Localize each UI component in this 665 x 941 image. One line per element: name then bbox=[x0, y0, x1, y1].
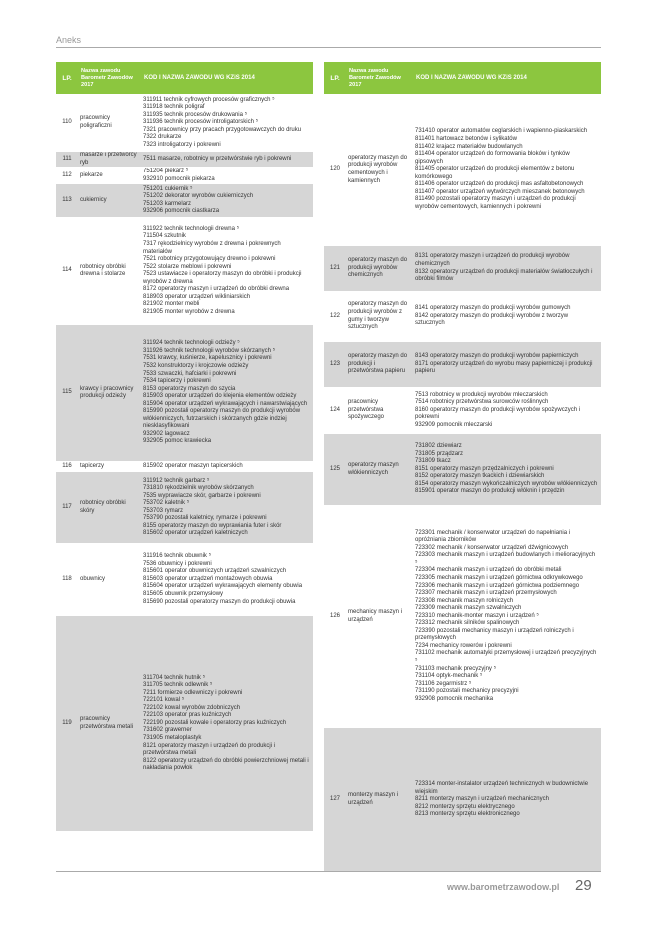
table-row bbox=[324, 388, 601, 434]
code-entry: 311926 technik technologii wyrobów skórzanych ⁵ bbox=[143, 347, 276, 354]
occupation-codes bbox=[413, 292, 601, 342]
code-entry: 751201 cukiernik ⁵ bbox=[143, 185, 193, 192]
code-entry: 731602 grawerner bbox=[143, 727, 192, 734]
code-entry: 818903 operator urządzeń wikliniarskich bbox=[143, 293, 251, 300]
row-number: 125 bbox=[324, 434, 346, 506]
code-entry: 731103 mechanik precyzyjny ⁵ bbox=[415, 665, 497, 672]
code-entry: 8212 monterzy sprzętu elektrycznego bbox=[415, 803, 515, 810]
code-entry: 815904 operator urządzeń wykrawających i nawarstwiających bbox=[143, 400, 308, 407]
table-row bbox=[56, 544, 313, 616]
code-entry: 723307 mechanik maszyn i urządzeń przemysłowych bbox=[415, 590, 557, 597]
code-entry: 7534 tapicerzy i pokrewni bbox=[143, 378, 211, 385]
row-number: 110 bbox=[56, 95, 78, 152]
occupation-codes bbox=[141, 168, 313, 184]
code-entry: 751202 dekorator wyrobów cukierniczych bbox=[143, 193, 254, 200]
occupation-codes bbox=[413, 728, 601, 873]
code-entry: 731106 zegarmistrz ⁵ bbox=[415, 680, 472, 687]
code-entry: 753703 rymarz bbox=[143, 507, 184, 514]
row-number: 113 bbox=[56, 184, 78, 218]
code-entry: 753790 pozostali kaletnicy, rymarze i pokrewni bbox=[143, 515, 267, 522]
code-entry: 8154 operatorzy maszyn wykończalniczych wyrobów włókienniczych bbox=[415, 480, 598, 487]
code-entry: 722101 kowal ⁵ bbox=[143, 697, 185, 704]
code-entry: 723306 mechanik maszyn i urządzeń górnictwa podziemnego bbox=[415, 582, 580, 589]
code-entry: 811404 operator urządzeń do formowania bloków i tynków gipsowych bbox=[415, 151, 570, 165]
code-entry: 815690 pozostali operatorzy maszyn do produkcji obuwia bbox=[143, 598, 296, 605]
code-entry: 815603 operator urządzeń montażowych obuwia bbox=[143, 575, 273, 582]
code-entry: 8211 monterzy maszyn i urządzeń mechanicznych bbox=[415, 796, 549, 803]
occupations-table-left bbox=[56, 62, 313, 832]
code-entry: 8153 operatorzy maszyn do szycia bbox=[143, 385, 236, 392]
code-entry: 731905 metaloplastyk bbox=[143, 735, 202, 741]
table-row bbox=[56, 218, 313, 325]
header-divider bbox=[56, 47, 601, 48]
code-entry: 731102 mechanik automatyki przemysłowej i urządzeń precyzyjnych ⁵ bbox=[415, 650, 597, 664]
code-entry: 751204 piekarz ⁵ bbox=[143, 168, 189, 175]
code-entry: 723314 monter-instalator urządzeń technicznych w budownictwie wiejskim bbox=[415, 781, 589, 795]
table-row bbox=[324, 95, 601, 246]
col-header-occupation: Nazwa zawodu Barometr Zawodów 2017 bbox=[78, 62, 141, 95]
occupation-codes bbox=[141, 325, 313, 462]
occupation-name: krawcy i pracownicy produkcji odzieży bbox=[78, 325, 141, 462]
table-row bbox=[56, 152, 313, 168]
code-entry: 731410 operator automatów ceglarskich i wapienno-piaskarskich bbox=[415, 128, 588, 135]
code-entry: 311911 technik cyfrowych procesów graficznych ⁵ bbox=[143, 96, 275, 103]
occupation-name: mechanicy maszyn i urządzeń bbox=[346, 506, 413, 728]
row-number: 114 bbox=[56, 218, 78, 325]
code-entry: 811401 hartowacz betonów i sylikatów bbox=[415, 136, 517, 143]
code-entry: 7535 wyprawiacze skór, garbarze i pokrewni bbox=[143, 492, 261, 499]
table-row bbox=[324, 728, 601, 873]
table-row bbox=[56, 616, 313, 832]
code-entry: 722102 kowal wyrobów zdobniczych bbox=[143, 704, 241, 711]
occupation-name: tapicerzy bbox=[78, 462, 141, 472]
occupation-codes bbox=[141, 152, 313, 168]
code-entry: 731805 prządzarz bbox=[415, 450, 464, 457]
code-entry: 311935 technik procesów drukowania ⁵ bbox=[143, 111, 248, 118]
occupation-codes bbox=[413, 342, 601, 388]
col-header-lp: LP. bbox=[324, 62, 346, 95]
code-entry: 311924 technik technologii odzieży ⁵ bbox=[143, 340, 240, 347]
code-entry: 815601 operator obuwniczych urządzeń szwalniczych bbox=[143, 568, 287, 575]
code-entry: 815901 operator maszyn do produkcji włóknin i przędzin bbox=[415, 488, 565, 495]
row-number: 119 bbox=[56, 616, 78, 832]
code-entry: 8141 operatorzy maszyn do produkcji wyrobów gumowych bbox=[415, 305, 571, 312]
code-entry: 821905 monter wyrobów z drewna bbox=[143, 308, 235, 315]
occupation-name: operatorzy maszyn włókienniczych bbox=[346, 434, 413, 506]
occupation-name: operatorzy maszyn do produkcji wyrobów z gumy i tworzyw sztucznych bbox=[346, 292, 413, 342]
code-entry: 7323 introligatorzy i pokrewni bbox=[143, 141, 221, 148]
code-entry: 811406 operator urządzeń do produkcji mas asfaltobetonowych bbox=[415, 181, 584, 188]
col-header-lp: LP. bbox=[56, 62, 78, 95]
row-number: 120 bbox=[324, 95, 346, 246]
occupation-codes bbox=[413, 434, 601, 506]
occupation-name: masarze i przetwórcy ryb bbox=[78, 152, 141, 168]
code-entry: 731810 rękodzielnik wyrobów skórzanych bbox=[143, 485, 254, 492]
code-entry: 7514 robotnicy przetwórstwa surowców roślinnych bbox=[415, 399, 549, 406]
code-entry: 8132 operatorzy urządzeń do produkcji materiałów światłoczułych i obróbki filmów bbox=[415, 268, 593, 283]
occupation-codes bbox=[141, 472, 313, 544]
code-entry: 932909 pomocnik mleczarski bbox=[415, 421, 493, 428]
page-number: 29 bbox=[575, 877, 592, 894]
occupation-name: robotnicy obróbki drewna i stolarze bbox=[78, 218, 141, 325]
row-number: 115 bbox=[56, 325, 78, 462]
code-entry: 7322 drukarze bbox=[143, 134, 182, 141]
code-entry: 723390 pozostali mechanicy maszyn i urządzeń rolniczych i przemysłowych bbox=[415, 627, 574, 642]
code-entry: 815990 pozostali operatorzy maszyn do produkcji wyrobów włókienniczych, futrzarskich i skórzanych gdzie indziej niesklasyfikowani bbox=[143, 408, 301, 430]
code-entry: 723312 mechanik silników spalinowych bbox=[415, 620, 520, 627]
row-number: 117 bbox=[56, 472, 78, 544]
code-entry: 8172 operatorzy maszyn i urządzeń do obróbki drewna bbox=[143, 286, 290, 293]
code-entry: 932902 lagowacz bbox=[143, 430, 190, 437]
code-entry: 815604 operator urządzeń wykrawających elementy obuwia bbox=[143, 583, 303, 590]
code-entry: 7521 robotnicy przygotowujący drewno i pokrewni bbox=[143, 256, 276, 263]
occupation-codes bbox=[413, 388, 601, 434]
code-entry: 8122 operatorzy urządzeń do obróbki powierzchniowej metali i nakładania powłok bbox=[143, 757, 309, 772]
code-entry: 311936 technik procesów introligatorskich ⁵ bbox=[143, 119, 259, 126]
occupation-codes bbox=[141, 544, 313, 616]
occupation-codes bbox=[141, 616, 313, 832]
footer-url[interactable]: www.barometrzawodow.pl bbox=[447, 882, 560, 892]
code-entry: 815903 operator urządzeń do klejenia elementów odzieży bbox=[143, 393, 297, 400]
col-header-code: KOD I NAZWA ZAWODU WG KZiS 2014 bbox=[413, 62, 601, 95]
code-entry: 731809 tkacz bbox=[415, 458, 451, 465]
code-entry: 8171 operatorzy urządzeń do wyrobu masy papierniczej i produkcji papieru bbox=[415, 360, 593, 375]
row-number: 124 bbox=[324, 388, 346, 434]
table-row bbox=[56, 472, 313, 544]
code-entry: 722190 pozostali kowale i operatorzy pras kuźniczych bbox=[143, 719, 287, 726]
code-entry: 932908 pomocnik mechanika bbox=[415, 695, 494, 702]
code-entry: 311922 technik technologii drewna ⁵ bbox=[143, 225, 240, 232]
table-row bbox=[324, 292, 601, 342]
code-entry: 8155 operatorzy maszyn do wyprawiania futer i skór bbox=[143, 522, 282, 529]
code-entry: 8121 operatorzy maszyn i urządzeń do produkcji i przetwórstwa metali bbox=[143, 742, 276, 757]
occupation-name: operatorzy maszyn do produkcji wyrobów cementowych i kamiennych bbox=[346, 95, 413, 246]
row-number: 123 bbox=[324, 342, 346, 388]
code-entry: 723302 mechanik / konserwator urządzeń dźwignicowych bbox=[415, 544, 569, 551]
code-entry: 932910 pomocnik piekarza bbox=[143, 175, 215, 182]
table-row bbox=[56, 95, 313, 152]
code-entry: 723303 mechanik maszyn i urządzeń budowlanych i melioracyjnych ⁵ bbox=[415, 552, 596, 566]
code-entry: 7234 mechanicy rowerów i pokrewni bbox=[415, 642, 512, 649]
code-entry: 7317 rękodzielnicy wyrobów z drewna i pokrewnych materiałów bbox=[143, 241, 281, 255]
code-entry: 932906 pomocnik ciastkarza bbox=[143, 208, 220, 215]
section-header: Aneks bbox=[56, 35, 82, 45]
code-entry: 311704 technik hutnik ⁵ bbox=[143, 674, 206, 681]
col-header-occupation: Nazwa zawodu Barometr Zawodów 2017 bbox=[346, 62, 413, 95]
row-number: 121 bbox=[324, 246, 346, 292]
code-entry: 7531 krawcy, kuśnierze, kapelusznicy i pokrewni bbox=[143, 355, 272, 362]
table-row bbox=[56, 462, 313, 472]
occupation-name: robotnicy obróbki skóry bbox=[78, 472, 141, 544]
code-entry: 8213 monterzy sprzętu elektronicznego bbox=[415, 811, 520, 818]
occupation-name: pracownicy poligraficzni bbox=[78, 95, 141, 152]
occupation-name: pracownicy przetwórstwa spożywczego bbox=[346, 388, 413, 434]
table-row bbox=[324, 434, 601, 506]
occupation-codes bbox=[141, 462, 313, 472]
code-entry: 311705 technik odlewnik ⁵ bbox=[143, 682, 213, 689]
code-entry: 815902 operator maszyn tapicerskich bbox=[143, 462, 243, 469]
occupation-name: monterzy maszyn i urządzeń bbox=[346, 728, 413, 873]
code-entry: 731104 optyk-mechanik ⁵ bbox=[415, 673, 483, 680]
code-entry: 7513 robotnicy w produkcji wyrobów mleczarskich bbox=[415, 391, 548, 398]
code-entry: 311912 technik garbarz ⁵ bbox=[143, 477, 210, 484]
code-entry: 8160 operatorzy maszyn do produkcji wyrobów spożywczych i pokrewni bbox=[415, 406, 581, 421]
occupation-codes bbox=[413, 95, 601, 246]
row-number: 111 bbox=[56, 152, 78, 168]
row-number: 116 bbox=[56, 462, 78, 472]
code-entry: 7522 stolarze meblowi i pokrewni bbox=[143, 263, 232, 270]
occupation-codes bbox=[141, 184, 313, 218]
table-row bbox=[324, 342, 601, 388]
code-entry: 8143 operatorzy maszyn do produkcji wyrobów papierniczych bbox=[415, 353, 579, 360]
occupation-codes bbox=[141, 218, 313, 325]
occupation-name: piekarze bbox=[78, 168, 141, 184]
col-header-code: KOD I NAZWA ZAWODU WG KZiS 2014 bbox=[141, 62, 313, 95]
code-entry: 7533 szwaczki, hafciarki i pokrewni bbox=[143, 370, 237, 377]
footer-divider bbox=[56, 871, 601, 872]
code-entry: 723309 mechanik maszyn szwalniczych bbox=[415, 605, 522, 612]
code-entry: 8131 operatorzy maszyn i urządzeń do produkcji wyrobów chemicznych bbox=[415, 253, 570, 267]
code-entry: 815602 operator urządzeń kaletniczych bbox=[143, 530, 248, 537]
code-entry: 723301 mechanik / konserwator urządzeń do napełniania i opróżniania zbiorników bbox=[415, 529, 571, 544]
code-entry: 8152 operatorzy maszyn tkackich i dziewiarskich bbox=[415, 473, 545, 480]
table-row bbox=[324, 246, 601, 292]
code-entry: 723308 mechanik maszyn rolniczych bbox=[415, 597, 514, 604]
code-entry: 8151 operatorzy maszyn przędzalniczych i pokrewni bbox=[415, 465, 554, 472]
code-entry: 722103 operator pras kuźniczych bbox=[143, 712, 232, 719]
code-entry: 311918 technik poligraf bbox=[143, 104, 205, 111]
code-entry: 7321 pracownicy przy pracach przygotowawczych do druku bbox=[143, 126, 302, 133]
code-entry: 811490 pozostali operatorzy maszyn i urządzeń do produkcji wyrobów cementowych, kamiennych i pokrewni bbox=[415, 196, 576, 210]
occupations-table-right bbox=[324, 62, 601, 873]
occupation-codes bbox=[413, 506, 601, 728]
table-row bbox=[324, 506, 601, 728]
table-row bbox=[56, 168, 313, 184]
code-entry: 723305 mechanik maszyn i urządzeń górnictwa odkrywkowego bbox=[415, 574, 583, 581]
code-entry: 811402 krajacz materiałów budowlanych bbox=[415, 143, 523, 150]
code-entry: 723310 mechanik-monter maszyn i urządzeń ⁵ bbox=[415, 612, 539, 619]
code-entry: 7532 konstruktorzy i krojczowie odzieży bbox=[143, 363, 249, 369]
code-entry: 753702 kaletnik ⁵ bbox=[143, 500, 190, 507]
code-entry: 8142 operatorzy maszyn do produkcji wyrobów z tworzyw sztucznych bbox=[415, 312, 569, 327]
code-entry: 311916 technik obuwnik ⁵ bbox=[143, 553, 212, 560]
code-entry: 932905 pomoc krawiecka bbox=[143, 438, 212, 445]
row-number: 112 bbox=[56, 168, 78, 184]
code-entry: 7511 masarze, robotnicy w przetwórstwie ryb i pokrewni bbox=[143, 155, 292, 162]
code-entry: 731190 pozostali mechanicy precyzyjni bbox=[415, 688, 519, 695]
code-entry: 815605 obuwnik przemysłowy bbox=[143, 591, 224, 597]
row-number: 127 bbox=[324, 728, 346, 873]
code-entry: 821902 monter mebli bbox=[143, 301, 200, 308]
occupation-codes bbox=[141, 95, 313, 152]
code-entry: 811407 operator urządzeń wytwórczych mieszanek betonowych bbox=[415, 188, 585, 195]
occupation-name: pracownicy przetwórstwa metali bbox=[78, 616, 141, 832]
occupation-name: obuwnicy bbox=[78, 544, 141, 616]
code-entry: 751203 karmelarz bbox=[143, 200, 192, 207]
code-entry: 7536 obuwnicy i pokrewni bbox=[143, 560, 212, 567]
occupation-name: operatorzy maszyn do produkcji wyrobów chemicznych bbox=[346, 246, 413, 292]
row-number: 126 bbox=[324, 506, 346, 728]
code-entry: 731802 dziewiarz bbox=[415, 443, 462, 450]
table-row bbox=[56, 325, 313, 462]
code-entry: 7211 formierze odlewniczy i pokrewni bbox=[143, 689, 243, 696]
occupation-name: operatorzy maszyn do produkcji i przetwórstwa papieru bbox=[346, 342, 413, 388]
row-number: 122 bbox=[324, 292, 346, 342]
occupation-codes bbox=[413, 246, 601, 292]
code-entry: 7523 ustawiacze i operatorzy maszyn do obróbki i produkcji wyrobów z drewna bbox=[143, 271, 302, 285]
code-entry: 711504 szkutnik bbox=[143, 233, 186, 240]
table-row bbox=[56, 184, 313, 218]
code-entry: 723304 mechanik maszyn i urządzeń do obróbki metali bbox=[415, 567, 562, 574]
row-number: 118 bbox=[56, 544, 78, 616]
code-entry: 811405 operator urządzeń do produkcji elementów z betonu komórkowego bbox=[415, 166, 575, 180]
occupation-name: cukiernicy bbox=[78, 184, 141, 218]
